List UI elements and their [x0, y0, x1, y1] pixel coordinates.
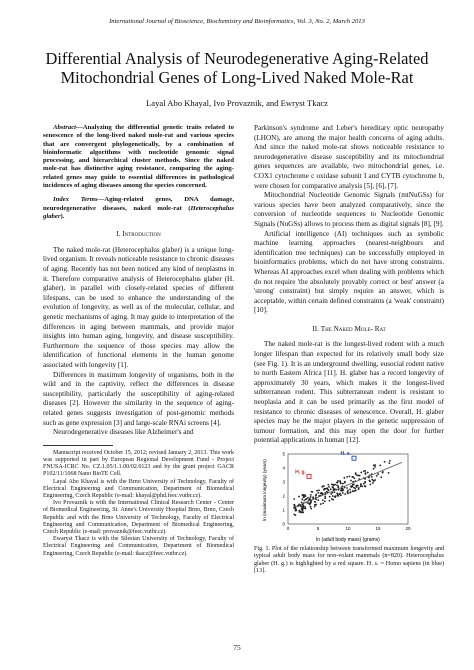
scatter-point	[349, 492, 351, 494]
scatter-point	[389, 460, 391, 462]
scatter-point	[301, 502, 303, 504]
scatter-point	[373, 464, 375, 466]
scatter-point	[382, 471, 384, 473]
y-axis-label: ln (maximum longevity) (years)	[262, 459, 267, 521]
scatter-point	[351, 476, 353, 478]
scatter-point	[371, 476, 373, 478]
scatter-point	[332, 495, 334, 497]
scatter-point	[336, 493, 338, 495]
scatter-point	[344, 493, 346, 495]
figure-1	[254, 450, 444, 544]
scatter-point	[351, 486, 353, 488]
scatter-point	[343, 477, 345, 479]
scatter-point	[324, 492, 326, 494]
y-tick-label: 5	[282, 451, 285, 457]
plot-frame	[288, 454, 408, 524]
scatter-point	[303, 499, 305, 501]
scatter-point	[333, 491, 335, 493]
x-tick-label: 10	[345, 526, 351, 531]
footnote: Ewaryst Tkacz is with the Silesian University of Technology, Faculty of Electrical Engineering and Communication, Department of Biomedical Engineering, Czech Republic (e-mail: tkacz@feec.vutbr.cz).	[43, 536, 234, 557]
footnote: Layal Abo Khayal is with the Brno University of Technology, Faculty of Electrical Engineering and Communication, Department of Biomedical Engineering, Czech Republic (e-mail: khayal@phd.feec.vutbr.cz).	[43, 478, 234, 499]
scatter-point	[324, 500, 326, 502]
scatter-point	[364, 481, 366, 483]
scatter-point	[346, 476, 348, 478]
scatter-point	[326, 491, 328, 493]
scatter-point	[317, 499, 319, 501]
scatter-point	[373, 468, 375, 470]
section-heading-naked-mole-rat	[254, 325, 444, 335]
index-terms-end: ).	[60, 212, 65, 220]
scatter-point	[315, 504, 317, 506]
index-terms-label: Index Terms	[53, 196, 98, 204]
body-paragraph: The naked mole-rat is the longest-lived rodent with a much longer lifespan than expected for its relatively small body size (see Fig. 1). It is an underground dwelling, eusocial rodent native to north Eastern Africa [11]. H. glaber has a record longevity of approximately 30 years, which makes it the longest-lived subterranean rodent. This subterranean rodent is resistant to neoplasia and it can be used primarily as the first model of resistance to chronic diseases of senescence. Overall, H. glaber species may be the major players in the genetic suppression of tumour formation, and this may open the door for further potential applications in human [12].	[254, 340, 444, 445]
scatter-point	[298, 496, 300, 498]
scatter-point	[331, 498, 333, 500]
scatter-point	[310, 506, 312, 508]
x-tick-label: 5	[316, 526, 320, 531]
scatter-point	[322, 499, 324, 501]
section-number: II.	[312, 324, 319, 333]
scatter-point	[342, 492, 344, 494]
scatter-point	[301, 509, 303, 511]
body-paragraph: Parkinson's syndrome and Leber's hereditary optic neuropathy (LHON), are among the major health concerns of aging adults. And since the naked mole-rat shows noticeable resistance to neurodegenerative disease susceptibility and its mitochondrial genes sequences are available, two mitochondrial genes, i.e. COX1 cytochrome c oxidase subunit I and CYTB cytochrome b, were chosen for comparative analysis [5], [6], [7].	[254, 124, 444, 190]
scatter-point	[374, 466, 376, 468]
scatter-point	[332, 487, 334, 489]
scatter-point	[355, 485, 357, 487]
scatter-point	[354, 487, 356, 489]
scatter-plot	[254, 450, 444, 544]
scatter-point	[342, 483, 344, 485]
scatter-point	[369, 481, 371, 483]
scatter-point	[369, 484, 371, 486]
scatter-point	[328, 490, 330, 492]
section-title: Introduction	[122, 230, 161, 239]
x-tick-label: 15	[375, 526, 381, 531]
scatter-point	[310, 496, 312, 498]
scatter-point	[314, 501, 316, 503]
scatter-point	[329, 500, 331, 502]
scatter-point	[317, 492, 319, 494]
scatter-point	[355, 473, 357, 475]
y-tick-label: 3	[282, 479, 285, 485]
author-list: Layal Abo Khayal, Ivo Provaznik, and Ewryst Tkacz	[146, 98, 328, 108]
scatter-point	[301, 498, 303, 500]
body-paragraph: The naked mole-rat (Heterocephalus glaber) is a unique long-lived organism. It reveals noticeable resistance to chronic diseases of aging. Recently has not been noticed any kind of neoplasms in it. Therefore comparative analysis of Heterocephalus glaber (H. glaber), in parallel with closely-related species of different lifespans, can be used to enhance the understanding of the evolution of longevity, as well as of the molecular, cellular, and genetic mechanisms of aging. It may guide to interpretation of the differences in aging between mammals, and provide major insights into human aging, longevity, and disease susceptibility. Furthermore the sequence of those species may allow the identification of functional elements in the human genome associated with longevity [1].	[43, 245, 234, 369]
scatter-point	[349, 489, 351, 491]
body-paragraph: Artificial intelligence (AI) techniques such as symbolic machine learning approaches (nearest-neighbours and identification tree techniques) can be successfully employed in bioinformatics problems, which do not have strong constraints. Whereas AI approaches excel when dealing with problems which do not require 'the absolutely provably correct or best' answer (a 'strong' constraint) but simply require an answer, which is acceptable, within certain defined constraints (a 'weak' constraint) [10].	[254, 229, 444, 315]
scatter-point	[310, 502, 312, 504]
scatter-point	[295, 514, 297, 516]
scatter-point	[337, 495, 339, 497]
y-tick-label: 0	[282, 521, 285, 527]
scatter-point	[324, 496, 326, 498]
right-column	[254, 124, 444, 576]
scatter-point	[350, 480, 352, 482]
scatter-point	[338, 485, 340, 487]
scatter-point	[339, 493, 341, 495]
scatter-point	[339, 481, 341, 483]
scatter-point	[328, 486, 330, 488]
scatter-point	[314, 506, 316, 508]
scatter-point	[304, 508, 306, 510]
index-terms-species: Heterocephalus glaber	[43, 204, 234, 220]
scatter-point	[312, 496, 314, 498]
paper-title: Differential Analysis of Neurodegenerative Aging-Related Mitochondrial Genes of Long-Lived Naked Mole-Rat	[45, 49, 429, 87]
section-heading-introduction	[43, 230, 234, 240]
scatter-point	[384, 461, 386, 463]
scatter-point	[301, 512, 303, 514]
scatter-point	[364, 470, 366, 472]
scatter-point	[302, 495, 304, 497]
body-paragraph: Mitochondrial Nucleotide Genomic Signals (mtNuGSs) for various species have been analyzed comparatively, since the conversion of nucleotide sequences to Nucleotide Genomic Signals (NuGSs) allows to process them as digital signals [8], [9].	[254, 191, 444, 228]
scatter-point	[388, 472, 390, 474]
scatter-point	[303, 507, 305, 509]
scatter-point	[362, 485, 364, 487]
figure-caption: Fig. 1. Plot of the relationship between transformed maximum longevity and typical adult body mass for non-volant mammals (n=820). Heterocephalus glaber (H. g.) is highlighted by a red square. H. s. = Homo sapiens (in blue) [13].	[254, 546, 444, 575]
scatter-point	[340, 483, 342, 485]
scatter-point	[363, 483, 365, 485]
index-terms	[43, 196, 234, 221]
body-paragraph: Differences in maximum longevity of organisms, both in the wild and in the captivity, reflect the differences in disease susceptibility, particularly the susceptibility of aging-related diseases [2]. However the similarity in the sequence of aging-related genes suggests investigation of post-genomic methods such as gene expression [3] and large-scale RNAi screens [4].	[43, 370, 234, 427]
scatter-point	[379, 465, 381, 467]
scatter-point	[304, 506, 306, 508]
scatter-point	[312, 491, 314, 493]
scatter-point	[373, 480, 375, 482]
y-tick-label: 2	[282, 493, 285, 499]
scatter-point	[321, 492, 323, 494]
scatter-point	[310, 494, 312, 496]
scatter-point	[355, 489, 357, 491]
page-number: 75	[233, 643, 241, 652]
scatter-point	[377, 473, 379, 475]
scatter-point	[340, 490, 342, 492]
y-tick-label: 1	[282, 507, 285, 513]
scatter-point	[367, 472, 369, 474]
x-axis-label: ln (adult body mass) (grams)	[316, 537, 380, 543]
scatter-point	[364, 485, 366, 487]
scatter-point	[360, 472, 362, 474]
scatter-point	[318, 489, 320, 491]
scatter-point	[295, 510, 297, 512]
scatter-point	[321, 486, 323, 488]
scatter-point	[380, 476, 382, 478]
section-number: I.	[116, 230, 121, 239]
scatter-point	[310, 508, 312, 510]
scatter-point	[337, 480, 339, 482]
left-column	[43, 124, 234, 558]
scatter-point	[331, 492, 333, 494]
x-tick-label: 0	[286, 526, 290, 531]
scatter-point	[304, 494, 306, 496]
scatter-point	[352, 490, 354, 492]
scatter-point	[332, 484, 334, 486]
scatter-point	[327, 484, 329, 486]
scatter-point	[336, 482, 338, 484]
footnote-divider	[43, 445, 113, 446]
abstract	[43, 124, 234, 190]
scatter-point	[342, 489, 344, 491]
highlight-label: H. s.	[340, 451, 351, 458]
scatter-point	[354, 477, 356, 479]
scatter-point	[325, 488, 327, 490]
scatter-point	[335, 495, 337, 497]
scatter-point	[353, 484, 355, 486]
scatter-point	[322, 502, 324, 504]
scatter-point	[372, 482, 374, 484]
scatter-point	[307, 502, 309, 504]
scatter-point	[320, 503, 322, 505]
scatter-point	[309, 504, 311, 506]
scatter-point	[306, 498, 308, 500]
scatter-point	[330, 488, 332, 490]
footnote: Manuscript received October 15, 2012; revised January 2, 2013. This work was supported in part by European Regional Development Fund - Project FNUSA-ICRC No. CZ.1.05/1.1.00/02.0123 and by the grant project GACR P102/11/1068 Nano BioTE Cell.	[43, 449, 234, 478]
section-title: The Naked Mole- Rat	[320, 324, 386, 333]
scatter-point	[349, 475, 351, 477]
scatter-point	[340, 488, 342, 490]
scatter-point	[376, 475, 378, 477]
highlight-label: H. g.	[295, 469, 306, 476]
scatter-point	[346, 487, 348, 489]
scatter-point	[293, 498, 295, 500]
scatter-point	[329, 496, 331, 498]
abstract-text: —Analyzing the differential genetic traits related to senescence of the long-lived naked mole-rat and various species that are convergent phylogenetically, by a combination of bioinformatic algorithms with nucleotide genomic signal processing, and hierarchical cluster methods. Since the naked mole-rat has distinctive aging resistance, comparing the aging-related genes may guide to essential differences in pathological incidences of aging diseases among the species concerned.	[43, 124, 234, 190]
scatter-point	[323, 485, 325, 487]
scatter-point	[359, 475, 361, 477]
scatter-point	[365, 473, 367, 475]
index-terms-text: —Aging-related genes, DNA damage, neurodegenerative diseases, naked mole-rat (	[43, 196, 234, 212]
abstract-label: Abstract	[53, 124, 77, 131]
y-tick-label: 4	[282, 465, 285, 471]
scatter-point	[388, 462, 390, 464]
scatter-point	[360, 485, 362, 487]
scatter-point	[358, 487, 360, 489]
scatter-point	[298, 511, 300, 513]
body-paragraph: Neurodegenerative diseases like Alzheimer's and	[53, 428, 194, 437]
scatter-point	[316, 490, 318, 492]
footnote: Ivo Provaznik is with the International Clinical Research Center - Center of Biomedical Engineering, St. Anne's University Hospital Brno, Brno, Czech Republic and with the Brno University of Technology, Faculty of Electrical Engineering and Communication, Department of Biomedical Engineering, Czech Republic (e-mail: provaznik@feec.vutbr.cz).	[43, 500, 234, 535]
scatter-point	[344, 482, 346, 484]
scatter-point	[315, 494, 317, 496]
x-tick-label: 20	[405, 526, 411, 531]
scatter-point	[347, 490, 349, 492]
journal-header: International Journal of Bioscience, Biochemistry and Bioinformatics, Vol. 3, No. 2, March 2013	[109, 18, 365, 25]
scatter-point	[340, 494, 342, 496]
